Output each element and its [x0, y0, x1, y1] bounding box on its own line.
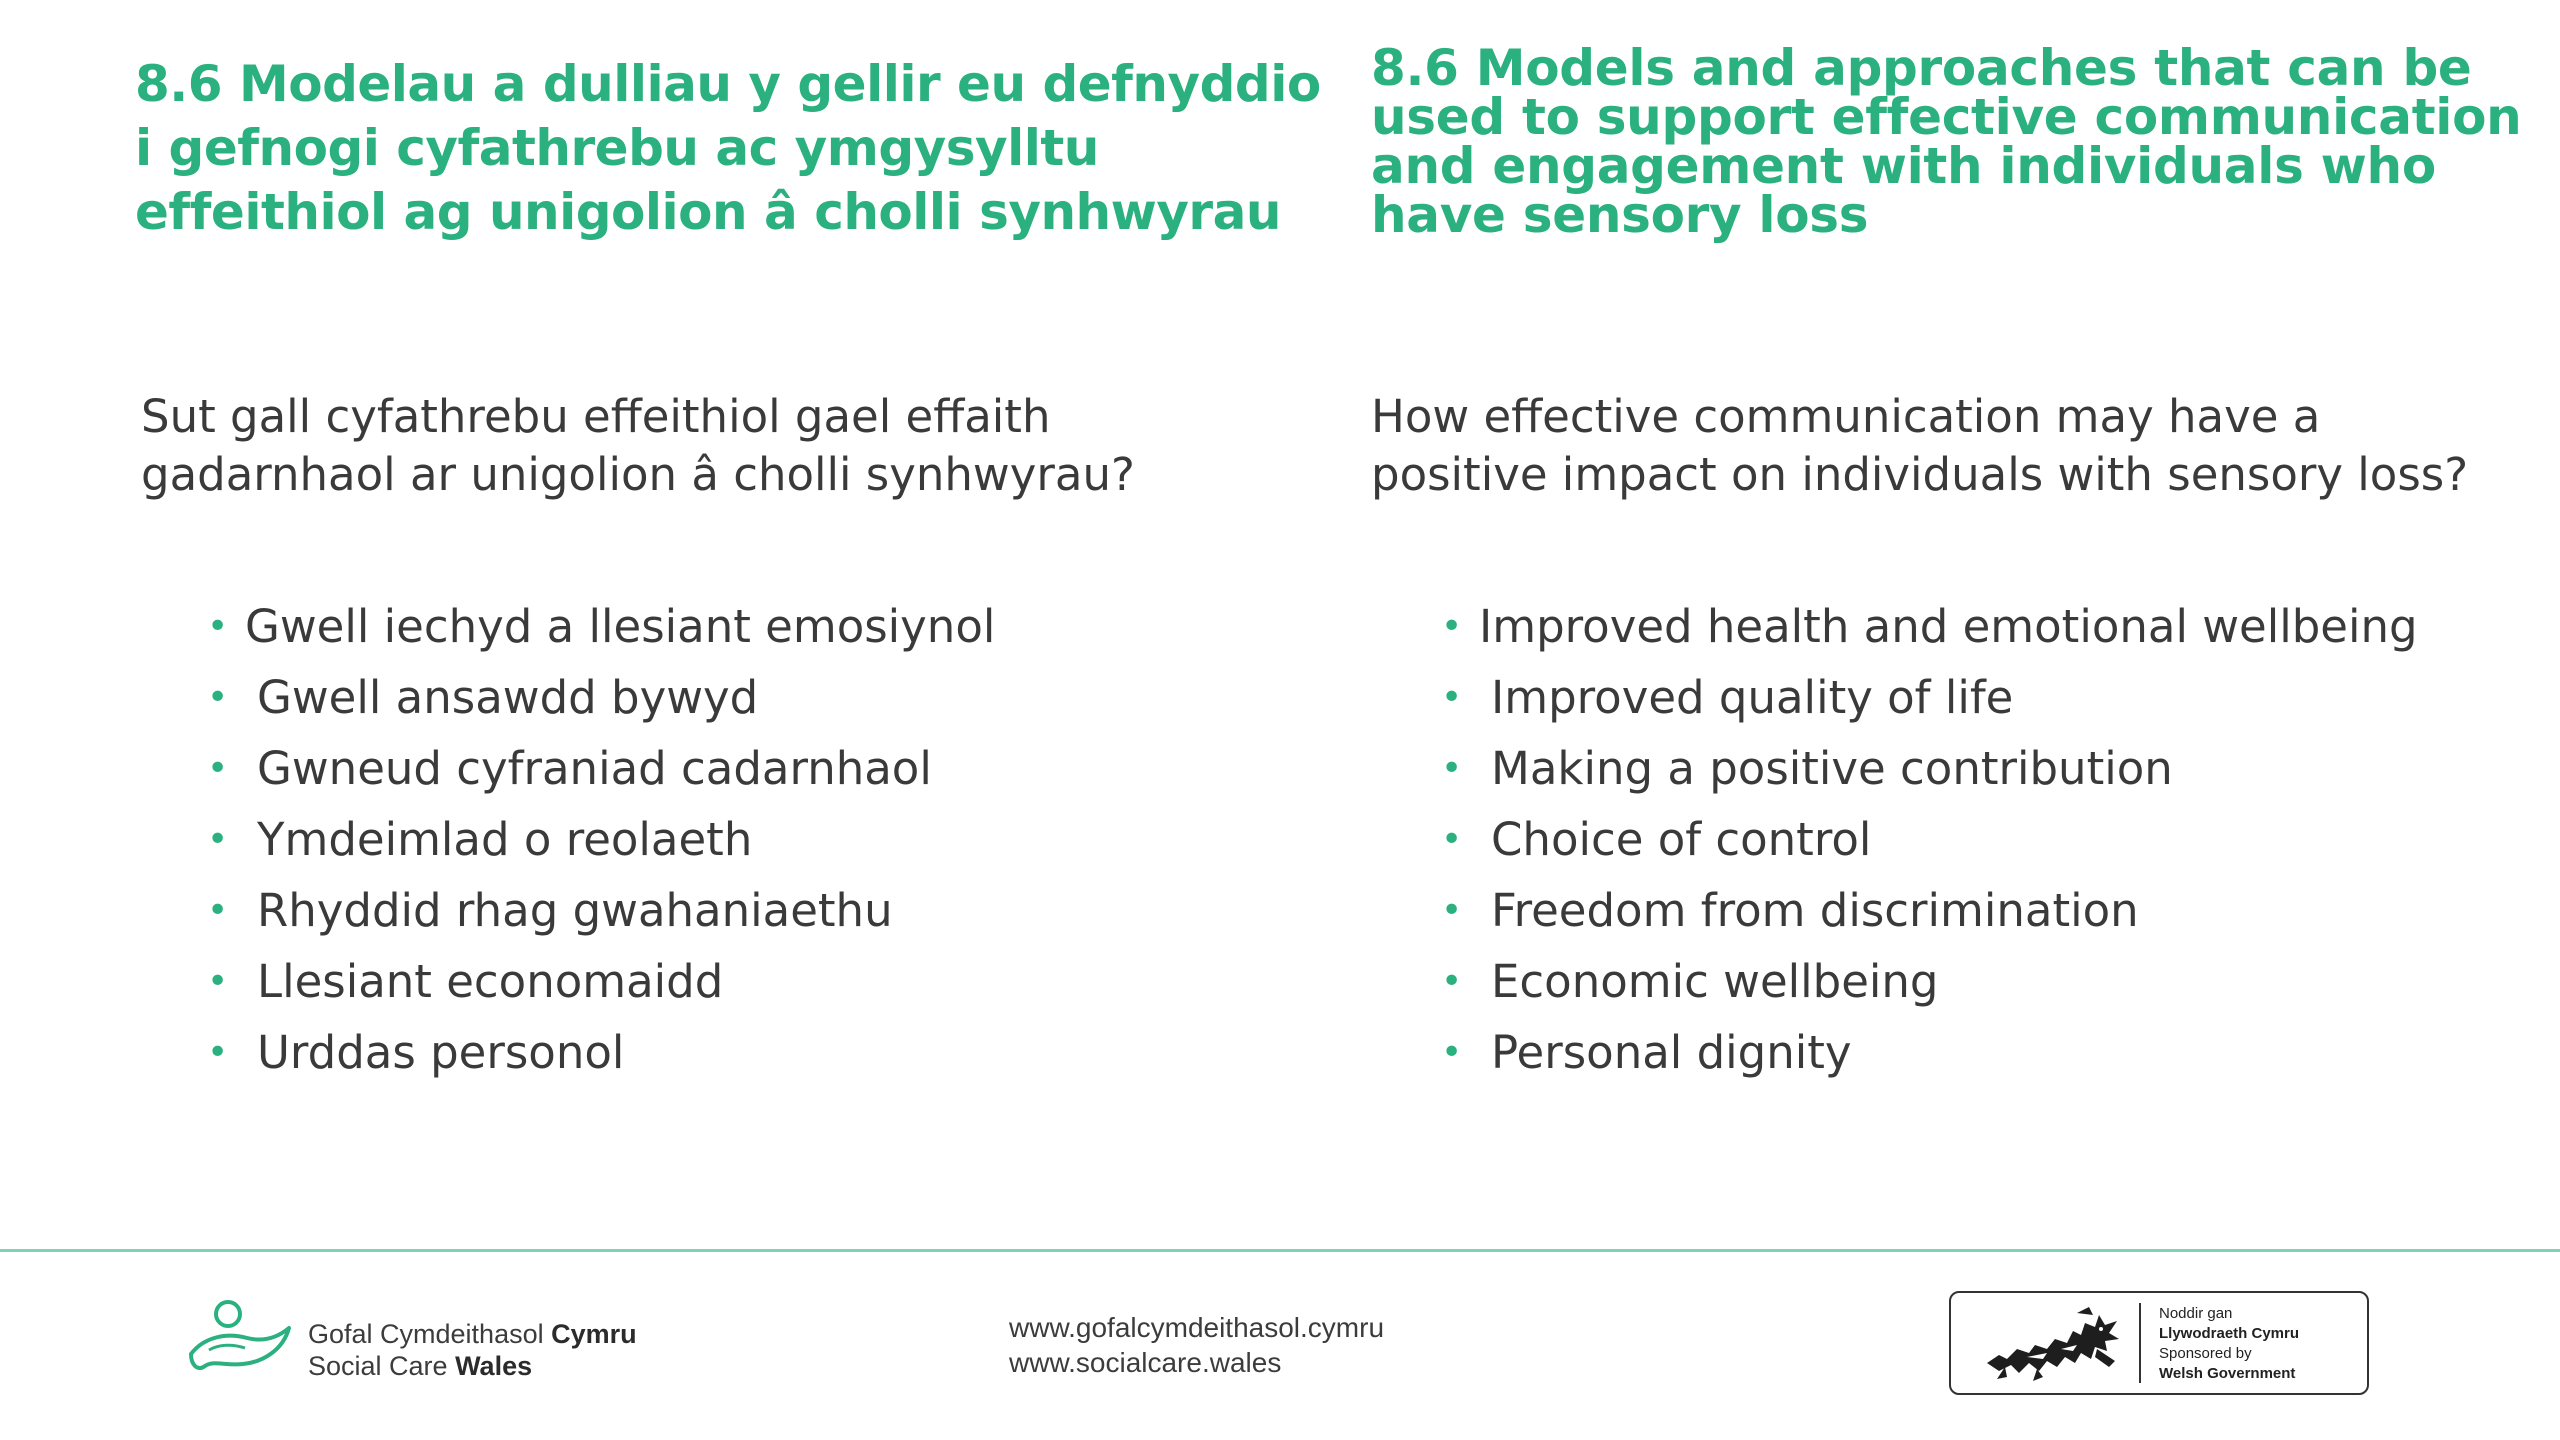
list-item: [1441, 733, 2418, 804]
english-title-line: have sensory loss: [1371, 186, 1869, 244]
list-item-text: Freedom from discrimination: [1491, 884, 2139, 937]
list-item: [207, 733, 995, 804]
english-title: [1371, 39, 2522, 244]
list-item-text: Gwneud cyfraniad cadarnhaol: [257, 742, 932, 795]
english-title-line: and engagement with individuals who: [1371, 137, 2436, 195]
list-item: [1441, 591, 2418, 662]
bullet-icon: •: [1441, 819, 1463, 860]
english-website-link[interactable]: www.socialcare.wales: [1009, 1347, 1282, 1378]
list-item: [207, 591, 995, 662]
list-item-text: Llesiant economaidd: [257, 955, 724, 1008]
sponsor-text: [2159, 1304, 2299, 1384]
list-item-text: Ymdeimlad o reolaeth: [257, 813, 753, 866]
bullet-icon: •: [1441, 748, 1463, 789]
english-bullet-list: [1441, 591, 2418, 1088]
welsh-bullet-list: [207, 591, 995, 1088]
logo-wordmark: [308, 1318, 637, 1382]
welsh-question-line: Sut gall cyfathrebu effeithiol gael effaith: [141, 390, 1051, 443]
welsh-title-line: effeithiol ag unigolion â cholli synhwyrau: [135, 183, 1281, 241]
footer-divider: [0, 1249, 2560, 1252]
logo-text-regular: Social Care: [308, 1351, 456, 1381]
list-item-text: Gwell ansawdd bywyd: [257, 671, 759, 724]
list-item: [1441, 804, 2418, 875]
logo-line-welsh: [308, 1318, 637, 1350]
list-item-text: Gwell iechyd a llesiant emosiynol: [245, 600, 996, 653]
welsh-question-line: gadarnhaol ar unigolion â cholli synhwyrau?: [141, 448, 1135, 501]
list-item: [207, 1017, 995, 1088]
logo-line-english: [308, 1350, 637, 1382]
list-item-text: Personal dignity: [1491, 1026, 1852, 1079]
social-care-wales-logo: [185, 1298, 725, 1388]
sponsor-label-english: Sponsored by: [2159, 1345, 2252, 1362]
bullet-icon: •: [207, 677, 229, 718]
welsh-website-link[interactable]: www.gofalcymdeithasol.cymru: [1009, 1312, 1385, 1343]
list-item-text: Choice of control: [1491, 813, 1872, 866]
list-item: [207, 662, 995, 733]
english-question-line: positive impact on individuals with sensory loss?: [1371, 448, 2469, 501]
bullet-icon: •: [207, 748, 229, 789]
list-item-text: Economic wellbeing: [1491, 955, 1939, 1008]
list-item-text: Urddas personol: [257, 1026, 625, 1079]
sponsor-label-welsh: Noddir gan: [2159, 1305, 2233, 1322]
list-item-text: Improved quality of life: [1491, 671, 2014, 724]
list-item: [1441, 662, 2418, 733]
logo-text-bold: Cymru: [551, 1319, 637, 1349]
english-question-line: How effective communication may have a: [1371, 390, 2321, 443]
welsh-government-sponsor-badge: [1949, 1291, 2369, 1395]
sponsor-name-welsh: Llywodraeth Cymru: [2159, 1325, 2300, 1342]
sponsor-name-english: Welsh Government: [2159, 1365, 2296, 1382]
english-title-line: used to support effective communication: [1371, 88, 2522, 146]
list-item: [1441, 946, 2418, 1017]
bullet-icon: •: [1441, 606, 1463, 647]
bullet-icon: •: [207, 890, 229, 931]
english-question: [1371, 388, 2468, 504]
website-links: [1009, 1310, 1384, 1380]
list-item: [1441, 875, 2418, 946]
welsh-title: [135, 52, 1321, 244]
list-item-text: Rhyddid rhag gwahaniaethu: [257, 884, 893, 937]
bullet-icon: •: [1441, 961, 1463, 1002]
welsh-title-line: 8.6 Modelau a dulliau y gellir eu defnyddio: [135, 55, 1321, 113]
bullet-icon: •: [1441, 677, 1463, 718]
list-item: [207, 875, 995, 946]
welsh-question: [141, 388, 1135, 504]
bullet-icon: •: [207, 819, 229, 860]
list-item: [207, 804, 995, 875]
welsh-title-line: i gefnogi cyfathrebu ac ymgysylltu: [135, 119, 1099, 177]
bullet-icon: •: [1441, 1032, 1463, 1073]
english-title-line: 8.6 Models and approaches that can be: [1371, 39, 2472, 97]
bullet-icon: •: [207, 1032, 229, 1073]
bullet-icon: •: [207, 961, 229, 1002]
bullet-icon: •: [207, 606, 229, 647]
social-care-wales-logo-icon: [185, 1298, 295, 1382]
list-item: [207, 946, 995, 1017]
list-item: [1441, 1017, 2418, 1088]
bullet-icon: •: [1441, 890, 1463, 931]
logo-text-bold: Wales: [455, 1351, 533, 1381]
welsh-dragon-icon: [1977, 1305, 2127, 1383]
list-item-text: Improved health and emotional wellbeing: [1479, 600, 2418, 653]
badge-divider: [2139, 1303, 2141, 1383]
logo-text-regular: Gofal Cymdeithasol: [308, 1319, 552, 1349]
list-item-text: Making a positive contribution: [1491, 742, 2173, 795]
